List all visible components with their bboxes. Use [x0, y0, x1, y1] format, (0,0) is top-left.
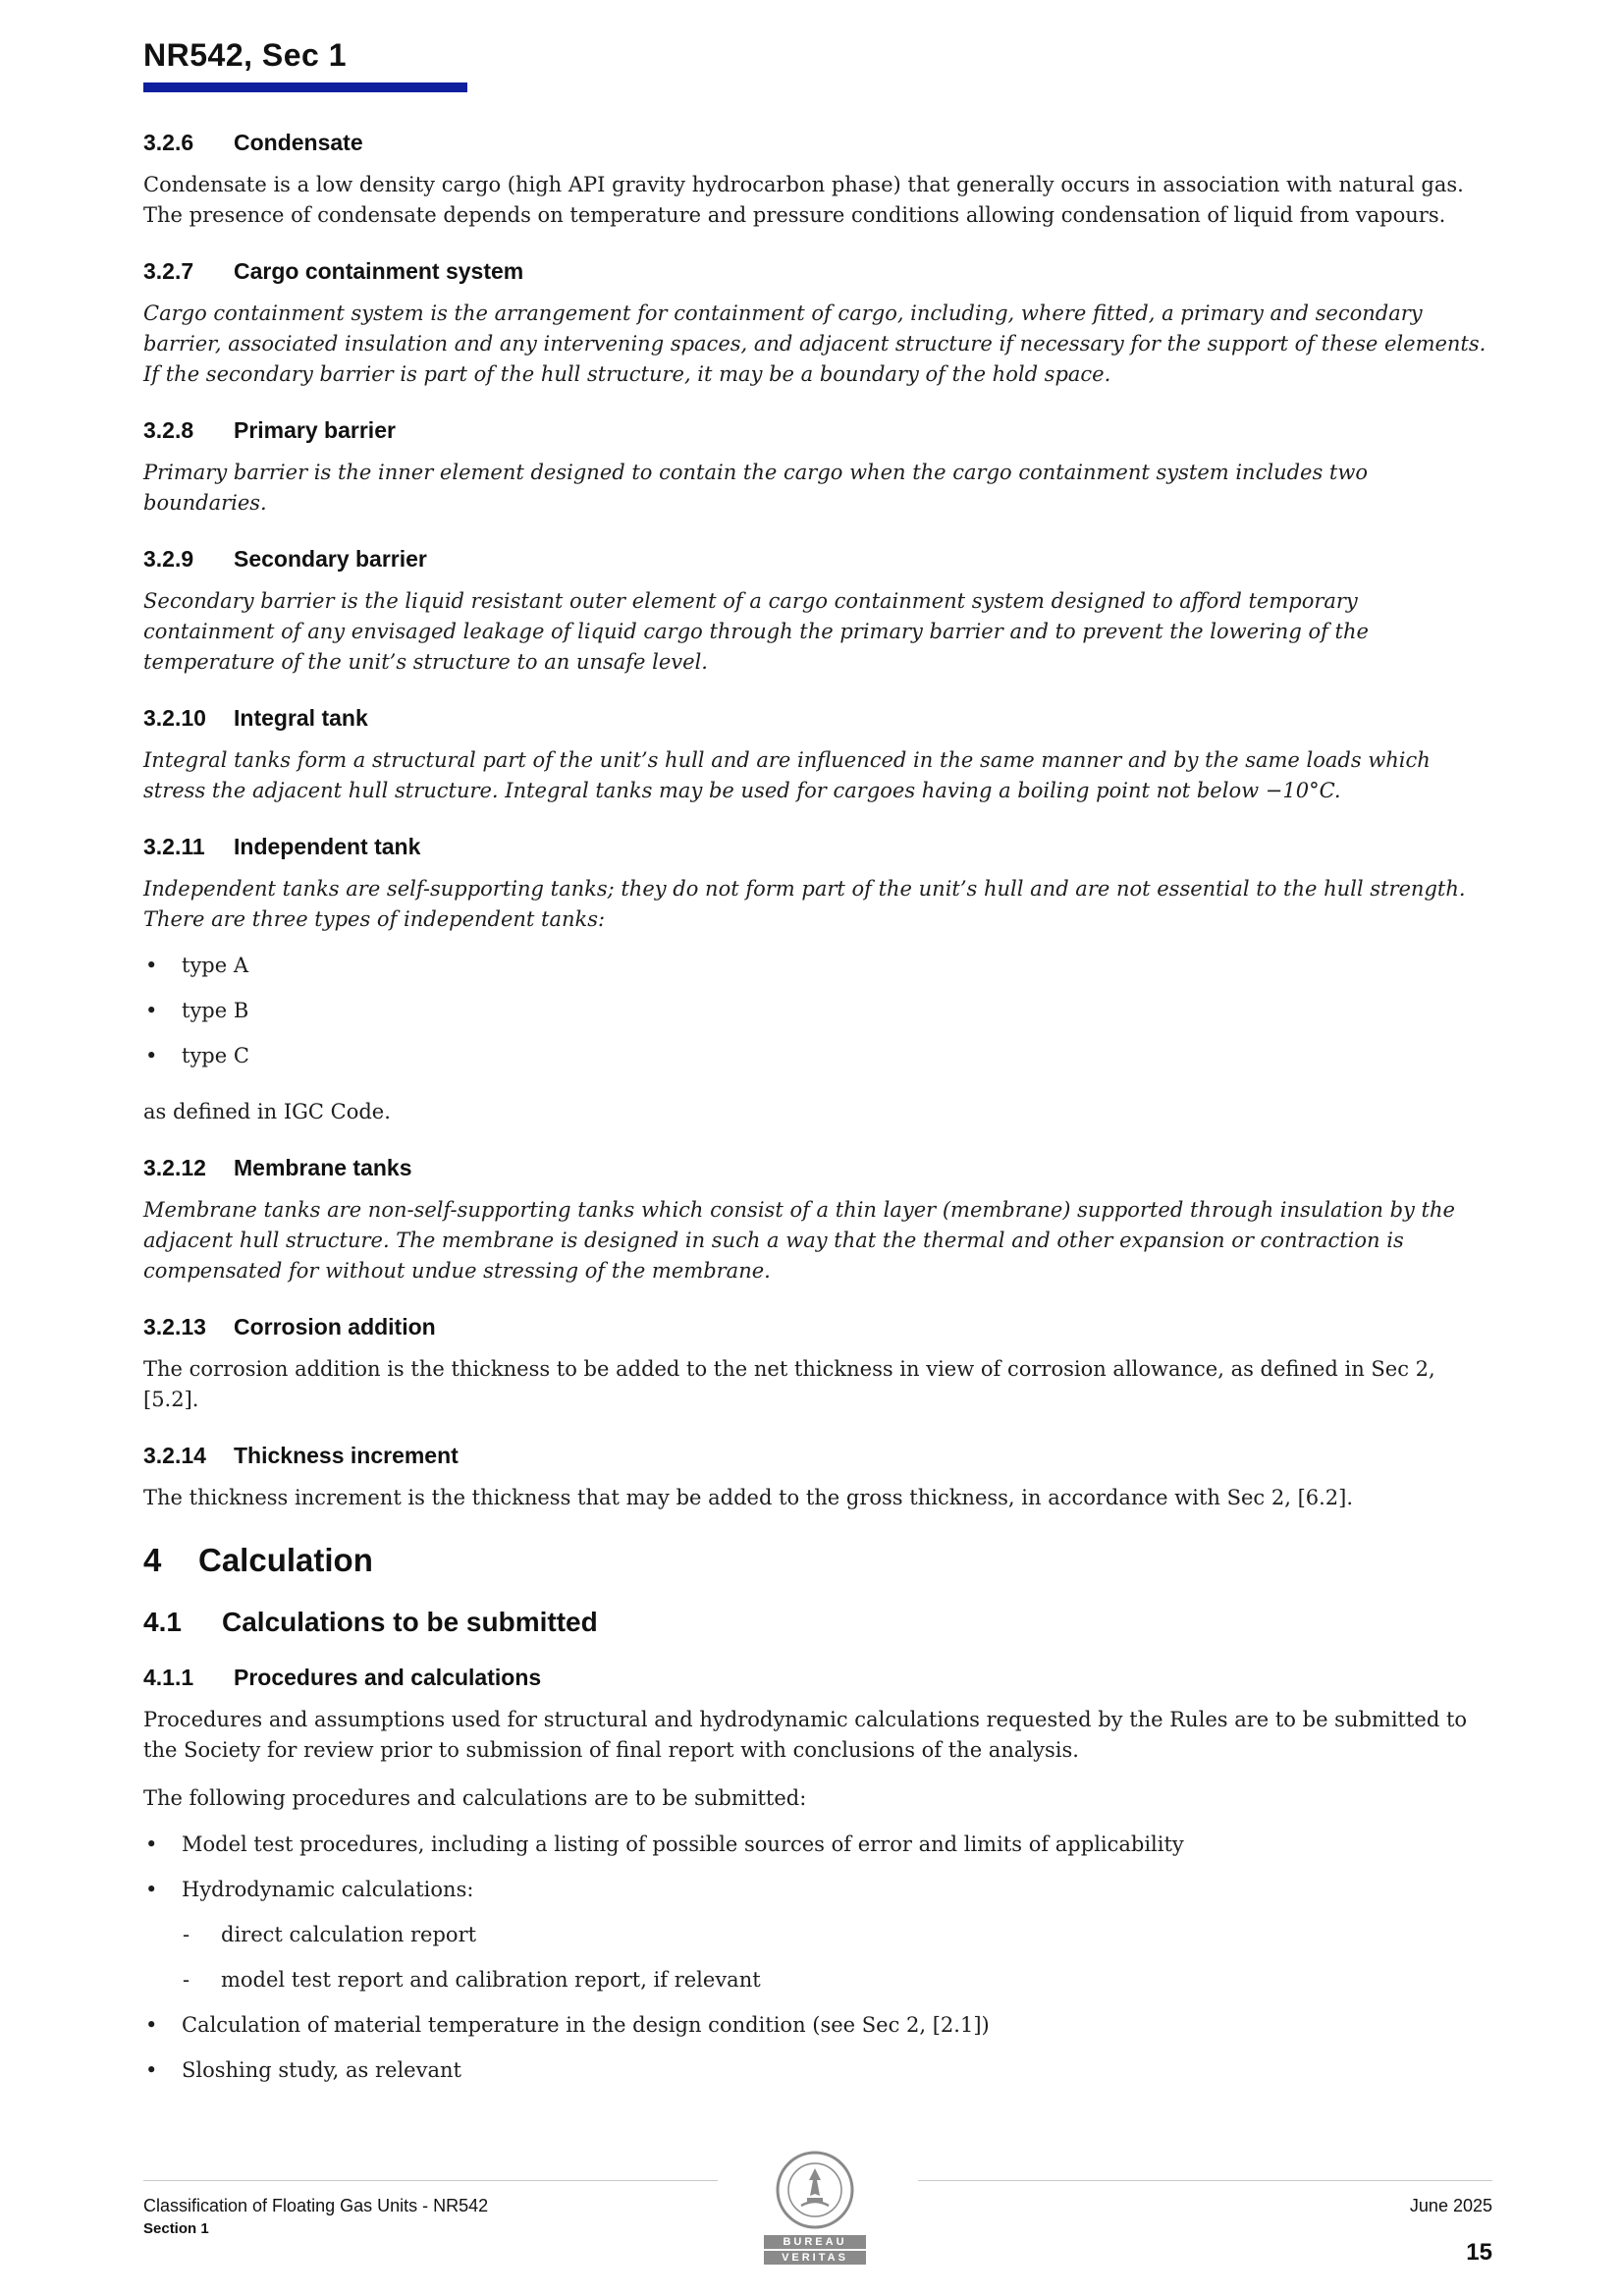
heading-number: 3.2.7 [143, 258, 194, 284]
heading-4-1-1 [143, 1663, 1492, 1692]
header-accent-bar [143, 82, 467, 92]
logo-word-top: BUREAU [764, 2235, 866, 2249]
paragraph-procedures: Procedures and assumptions used for structural and hydrodynamic calculations requested by the Rules are to be submitted to the Society for review prior to submission of final report with conclusions of the analysis. [143, 1708, 1468, 1762]
page-content [143, 128, 1492, 2101]
heading-title: Calculations to be submitted [222, 1607, 598, 1637]
bureau-veritas-logo [764, 2149, 866, 2267]
heading-title: Cargo containment system [234, 258, 524, 284]
heading-3-2-8 [143, 415, 1492, 445]
list-item: • type B [143, 996, 1492, 1026]
heading-number: 3.2.13 [143, 1314, 206, 1339]
heading-title: Condensate [234, 130, 363, 155]
footer-doc-title: Classification of Floating Gas Units - NR542 [143, 2196, 489, 2215]
logo-seal-icon [764, 2149, 866, 2233]
heading-title: Secondary barrier [234, 546, 427, 572]
heading-number: 3.2.6 [143, 130, 194, 155]
list-item: • type A [143, 951, 1492, 981]
list-item: • Model test procedures, including a listing of possible sources of error and limits of applicability [143, 1830, 1492, 1860]
heading-number: 4.1.1 [143, 1665, 194, 1690]
heading-title: Primary barrier [234, 417, 396, 443]
paragraph-integral-tank: Integral tanks form a structural part of the unit’s hull and are influenced in the same manner and by the same loads which stress the adjacent hull structure. Integral tanks may be used for cargoes having a boiling point not below −10°C. [143, 748, 1431, 802]
footer-left [143, 2196, 488, 2237]
heading-title: Membrane tanks [234, 1155, 412, 1180]
heading-3-2-12 [143, 1153, 1492, 1182]
paragraph-membrane-tanks: Membrane tanks are non-self-supporting tanks which consist of a thin layer (membrane) supported through insulation by the adjacent hull structure. The membrane is designed in such a way that the thermal and other expansion or contraction is compensated for without undue stressing of the membrane. [143, 1198, 1455, 1283]
heading-title: Integral tank [234, 705, 368, 731]
heading-number: 3.2.14 [143, 1443, 206, 1468]
heading-4-1 [143, 1606, 1492, 1639]
footer-section: Section 1 [143, 2220, 209, 2237]
sub-list-item: - direct calculation report [143, 1920, 1492, 1950]
heading-number: 4.1 [143, 1607, 182, 1637]
paragraph-primary-barrier: Primary barrier is the inner element designed to contain the cargo when the cargo containment system includes two boundaries. [143, 461, 1368, 515]
footer-divider-left [143, 2180, 718, 2181]
heading-number: 3.2.11 [143, 834, 205, 859]
list-item: • Sloshing study, as relevant [143, 2055, 1492, 2086]
heading-number: 3.2.12 [143, 1155, 206, 1180]
logo-word-bottom: VERITAS [764, 2251, 866, 2265]
heading-4 [143, 1541, 1492, 1580]
heading-3-2-9 [143, 544, 1492, 574]
heading-title: Procedures and calculations [234, 1665, 542, 1690]
list-item: • Calculation of material temperature in the design condition (see Sec 2, [2.1]) [143, 2010, 1492, 2041]
heading-title: Independent tank [234, 834, 421, 859]
list-item: • type C [143, 1041, 1492, 1071]
paragraph-secondary-barrier: Secondary barrier is the liquid resistant outer element of a cargo containment system designed to afford temporary containment of any envisaged leakage of liquid cargo through the primary barrier and to prevent the lowering of the temperature of the unit’s structure to an unsafe level. [143, 589, 1369, 674]
heading-3-2-7 [143, 256, 1492, 286]
list-item: • Hydrodynamic calculations: [143, 1875, 1492, 1905]
footer-date: June 2025 [1409, 2196, 1492, 2215]
paragraph-cargo-containment: Cargo containment system is the arrangement for containment of cargo, including, where fitted, a primary and secondary barrier, associated insulation and any intervening spaces, and adjacent structure if necessary for the support of these elements. If the secondary barrier is part of the hull structure, it may be a boundary of the hold space. [143, 301, 1487, 386]
sub-list-item: - model test report and calibration report, if relevant [143, 1965, 1492, 1995]
paragraph-igc-code: as defined in IGC Code. [143, 1100, 391, 1123]
heading-number: 3.2.10 [143, 705, 206, 731]
heading-number: 3.2.8 [143, 417, 194, 443]
heading-number: 3.2.9 [143, 546, 194, 572]
heading-title: Thickness increment [234, 1443, 459, 1468]
paragraph-thickness-increment: The thickness increment is the thickness that may be added to the gross thickness, in accordance with Sec 2, [6.2]. [143, 1486, 1354, 1509]
heading-3-2-6 [143, 128, 1492, 157]
paragraph-condensate: Condensate is a low density cargo (high API gravity hydrocarbon phase) that generally occurs in association with natural gas. The presence of condensate depends on temperature and pressure conditions allowing condensation of liquid from vapours. [143, 173, 1464, 227]
heading-3-2-10 [143, 703, 1492, 733]
heading-title: Corrosion addition [234, 1314, 436, 1339]
paragraph-corrosion-addition: The corrosion addition is the thickness to be added to the net thickness in view of corrosion allowance, as defined in Sec 2, [5.2]. [143, 1357, 1435, 1411]
paragraph-independent-tank: Independent tanks are self-supporting tanks; they do not form part of the unit’s hull and are not essential to the hull strength. There are three types of independent tanks: [143, 877, 1466, 931]
heading-3-2-11 [143, 832, 1492, 861]
page-number: 15 [1466, 2239, 1492, 2266]
heading-3-2-13 [143, 1312, 1492, 1341]
heading-3-2-14 [143, 1441, 1492, 1470]
heading-title: Calculation [198, 1542, 373, 1578]
heading-number: 4 [143, 1542, 162, 1578]
footer-divider-right [918, 2180, 1492, 2181]
running-header-title: NR542, Sec 1 [143, 37, 348, 73]
paragraph-following: The following procedures and calculations are to be submitted: [143, 1786, 807, 1810]
